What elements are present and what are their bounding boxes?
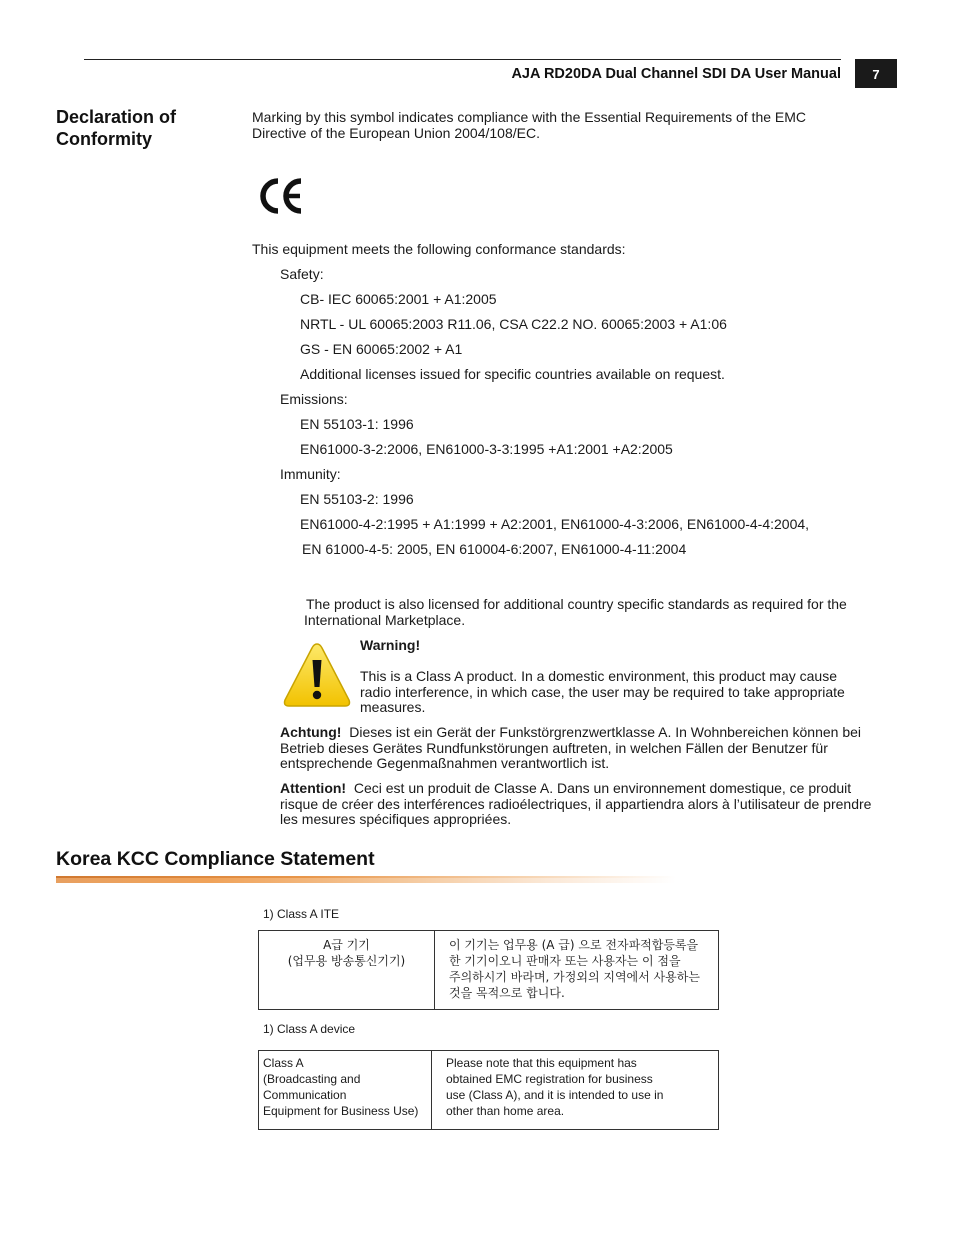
table1-caption: 1) Class A ITE: [263, 907, 340, 921]
class-a-device-statement-cell: [432, 1051, 719, 1130]
warning-triangle-icon: [282, 640, 352, 710]
safety-standard: CB- IEC 60065:2001 + A1:2005: [300, 291, 497, 307]
safety-standard: GS - EN 60065:2002 + A1: [300, 341, 463, 357]
class-a-ite-label: A급 기기: [323, 938, 370, 952]
ce-mark-icon: [255, 172, 309, 220]
achtung-label: Achtung!: [280, 724, 342, 740]
korean-statement-line: 한 기기이오니 판매자 또는 사용자는 이 점을: [449, 954, 681, 968]
korea-kcc-title: Korea KCC Compliance Statement: [56, 848, 375, 870]
emc-intro-paragraph: Marking by this symbol indicates compliance with the Essential Requirements of the EMC Directive of the European Union 2004/108/EC.: [252, 109, 807, 141]
safety-standard: NRTL - UL 60065:2003 R11.06, CSA C22.2 NO. 60065:2003 + A1:06: [300, 316, 727, 332]
attention-text: Ceci est un produit de Classe A. Dans un environnement domestique, ce produit risque de créer des interférences radioélectriques, il appartiendra alors à l’utilisateur de prendre les mesures spécifiques appropriées.: [280, 780, 872, 827]
table2-caption: 1) Class A device: [263, 1022, 356, 1036]
manual-title: AJA RD20DA Dual Channel SDI DA User Manual: [511, 66, 841, 82]
warning-text: This is a Class A product. In a domestic environment, this product may cause radio interference, in which case, the user may be required to take appropriate measures.: [360, 668, 845, 715]
korean-statement-line: 주의하시기 바라며, 가정외의 지역에서 사용하는: [449, 970, 700, 984]
class-a-device-label-cell: [259, 1051, 432, 1130]
safety-standard: Additional licenses issued for specific countries available on request.: [300, 366, 725, 382]
english-statement-line: other than home area.: [446, 1104, 565, 1118]
safety-label: Safety:: [280, 266, 324, 282]
achtung-paragraph: [280, 725, 872, 772]
english-statement-line: use (Class A), and it is intended to use in: [446, 1088, 664, 1102]
immunity-standard: EN61000-4-2:1995 + A1:1999 + A2:2001, EN61000-4-3:2006, EN61000-4-4:2004,: [300, 516, 810, 532]
class-a-ite-table: [258, 930, 719, 1010]
class-a-device-label-line: Class A: [263, 1056, 304, 1070]
class-a-ite-label-cell: [259, 931, 435, 1010]
class-a-ite-statement-cell: [435, 931, 719, 1010]
korean-statement-line: 것을 목적으로 합니다.: [449, 986, 565, 1000]
standards-intro: This equipment meets the following conformance standards:: [252, 241, 626, 257]
class-a-device-label-line: (Broadcasting and: [263, 1072, 361, 1086]
english-statement-line: Please note that this equipment has: [446, 1056, 637, 1070]
class-a-device-table: [258, 1050, 719, 1130]
emissions-label: Emissions:: [280, 391, 348, 407]
immunity-label: Immunity:: [280, 466, 341, 482]
section-title-declaration: [56, 106, 176, 150]
immunity-standard: EN 55103-2: 1996: [300, 491, 414, 507]
english-statement-line: obtained EMC registration for business: [446, 1072, 653, 1086]
section-title-line1: Declaration of: [56, 107, 177, 127]
section-accent-rule-line: [56, 876, 676, 878]
emissions-standard: EN61000-3-2:2006, EN61000-3-3:1995 +A1:2001 +A2:2005: [300, 441, 673, 457]
warning-heading: Warning!: [360, 637, 421, 653]
page-number: 7: [855, 59, 897, 88]
class-a-device-label-line: Equipment for Business Use): [263, 1104, 419, 1118]
korean-statement-line: 이 기기는 업무용 (A 급) 으로 전자파적합등록을: [449, 938, 699, 952]
section-title-line2: Conformity: [56, 129, 152, 149]
header-rule: [84, 59, 841, 60]
emissions-standard: EN 55103-1: 1996: [300, 416, 414, 432]
licensed-note: The product is also licensed for additional country specific standards as required for the International Marketplace.: [304, 596, 847, 628]
class-a-device-label-line: Communication: [263, 1088, 347, 1102]
achtung-text: Dieses ist ein Gerät der Funkstörgrenzwertklasse A. In Wohnbereichen können bei Betrieb dieses Gerätes Rundfunkstörungen auftreten, in welchen Fällen der Benutzer für entsprechende Gegenmaßnahmen verantwortlich ist.: [280, 724, 862, 771]
attention-label: Attention!: [280, 780, 347, 796]
attention-paragraph: [280, 781, 872, 828]
immunity-standard: EN 61000-4-5: 2005, EN 610004-6:2007, EN61000-4-11:2004: [302, 541, 687, 557]
class-a-ite-sublabel: (업무용 방송통신기기): [287, 954, 406, 968]
